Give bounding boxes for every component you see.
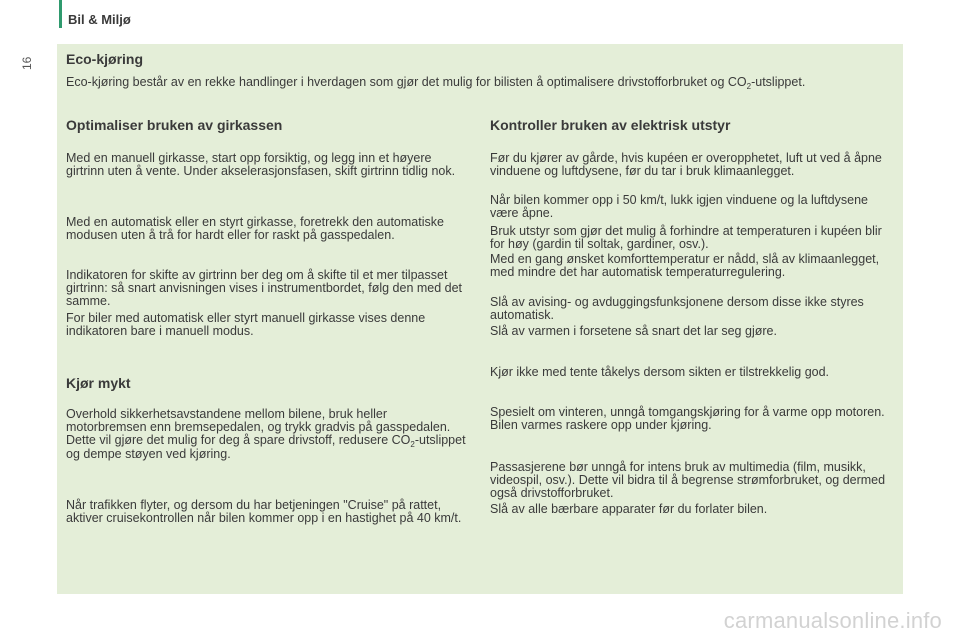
electric-paragraph-5: Slå av avising- og avduggingsfunksjonene dersom disse ikke styres automatisk. [490,295,864,322]
page-number: 16 [20,56,34,70]
eco-intro-text: Eco-kjøring består av en rekke handlinger i hverdagen som gjør det mulig for bilisten å optimalisere drivstofforbruket og CO [66,75,747,89]
header-accent-bar [59,0,62,28]
gearbox-paragraph-3: Indikatoren for skifte av girtrinn ber deg om å skifte til et mer tilpasset girtrinn: så snart anvisningen vises i instrumentbordet, følg den med det samme. [66,268,463,308]
electric-paragraph-8: Spesielt om vinteren, unngå tomgangskjøring for å varme opp motoren. Bilen varmes raskere opp under kjøring. [490,405,885,432]
soft-driving-paragraph-2: Når trafikken flyter, og dersom du har betjeningen "Cruise" på rattet, aktiver cruisekontrollen når bilen kommer opp i en hastighet på 40 km/t. [66,498,462,525]
electric-paragraph-2: Når bilen kommer opp i 50 km/t, lukk igjen vinduene og la luftdysene være åpne. [490,193,868,220]
gearbox-paragraph-4: For biler med automatisk eller styrt manuell girkasse vises denne indikatoren bare i manuell modus. [66,311,426,338]
section-title: Bil & Miljø [68,12,131,27]
electric-paragraph-4: Med en gang ønsket komforttemperatur er nådd, slå av klimaanlegget, med mindre det har automatisk temperaturregulering. [490,252,880,279]
eco-intro [66,76,896,90]
electric-paragraph-3: Bruk utstyr som gjør det mulig å forhindre at temperaturen i kupéen blir for høy (gardin til soltak, gardiner, osv.). [490,224,882,251]
electric-title: Kontroller bruken av elektrisk utstyr [490,117,731,133]
soft-driving-paragraph-1 [66,408,471,461]
electric-paragraph-1: Før du kjører av gårde, hvis kupéen er overopphetet, luft ut ved å åpne vinduene og luftdysene, før du tar i bruk klimaanlegget. [490,151,882,178]
electric-paragraph-9: Passasjerene bør unngå for intens bruk av multimedia (film, musikk, videospil, osv.). Dette vil bidra til å begrense strømforbruket, og dermed også drivstofforbruket. [490,460,886,500]
gearbox-paragraph-1: Med en manuell girkasse, start opp forsiktig, og legg inn et høyere girtrinn uten å vente. Under akselerasjonsfasen, skift girtrinn tidlig nok. [66,151,456,178]
eco-intro-text-end: -utslippet. [751,75,806,89]
watermark: carmanualsonline.info [723,608,942,633]
eco-intro-subscript: 2 [746,82,752,91]
electric-paragraph-6: Slå av varmen i forsetene så snart det lar seg gjøre. [490,324,777,338]
soft-driving-text-end: -utslippet og dempe støyen ved kjøring. [66,433,466,461]
soft-driving-subscript: 2 [410,440,415,449]
gearbox-title: Optimaliser bruken av girkassen [66,117,283,133]
soft-driving-title: Kjør mykt [66,375,131,391]
electric-paragraph-7: Kjør ikke med tente tåkelys dersom sikten er tilstrekkelig god. [490,365,830,379]
electric-paragraph-10: Slå av alle bærbare apparater før du forlater bilen. [490,502,768,516]
gearbox-paragraph-2: Med en automatisk eller en styrt girkasse, foretrekk den automatiske modusen uten å trå for hardt eller for raskt på gasspedalen. [66,215,444,242]
soft-driving-text: Overhold sikkerhetsavstandene mellom bilene, bruk heller motorbremsen enn bremsepedalen, og trykk gradvis på gasspedalen. Dette vil gjøre det mulig for deg å spare drivstoff, redusere CO [66,407,451,447]
eco-title: Eco-kjøring [66,51,144,67]
